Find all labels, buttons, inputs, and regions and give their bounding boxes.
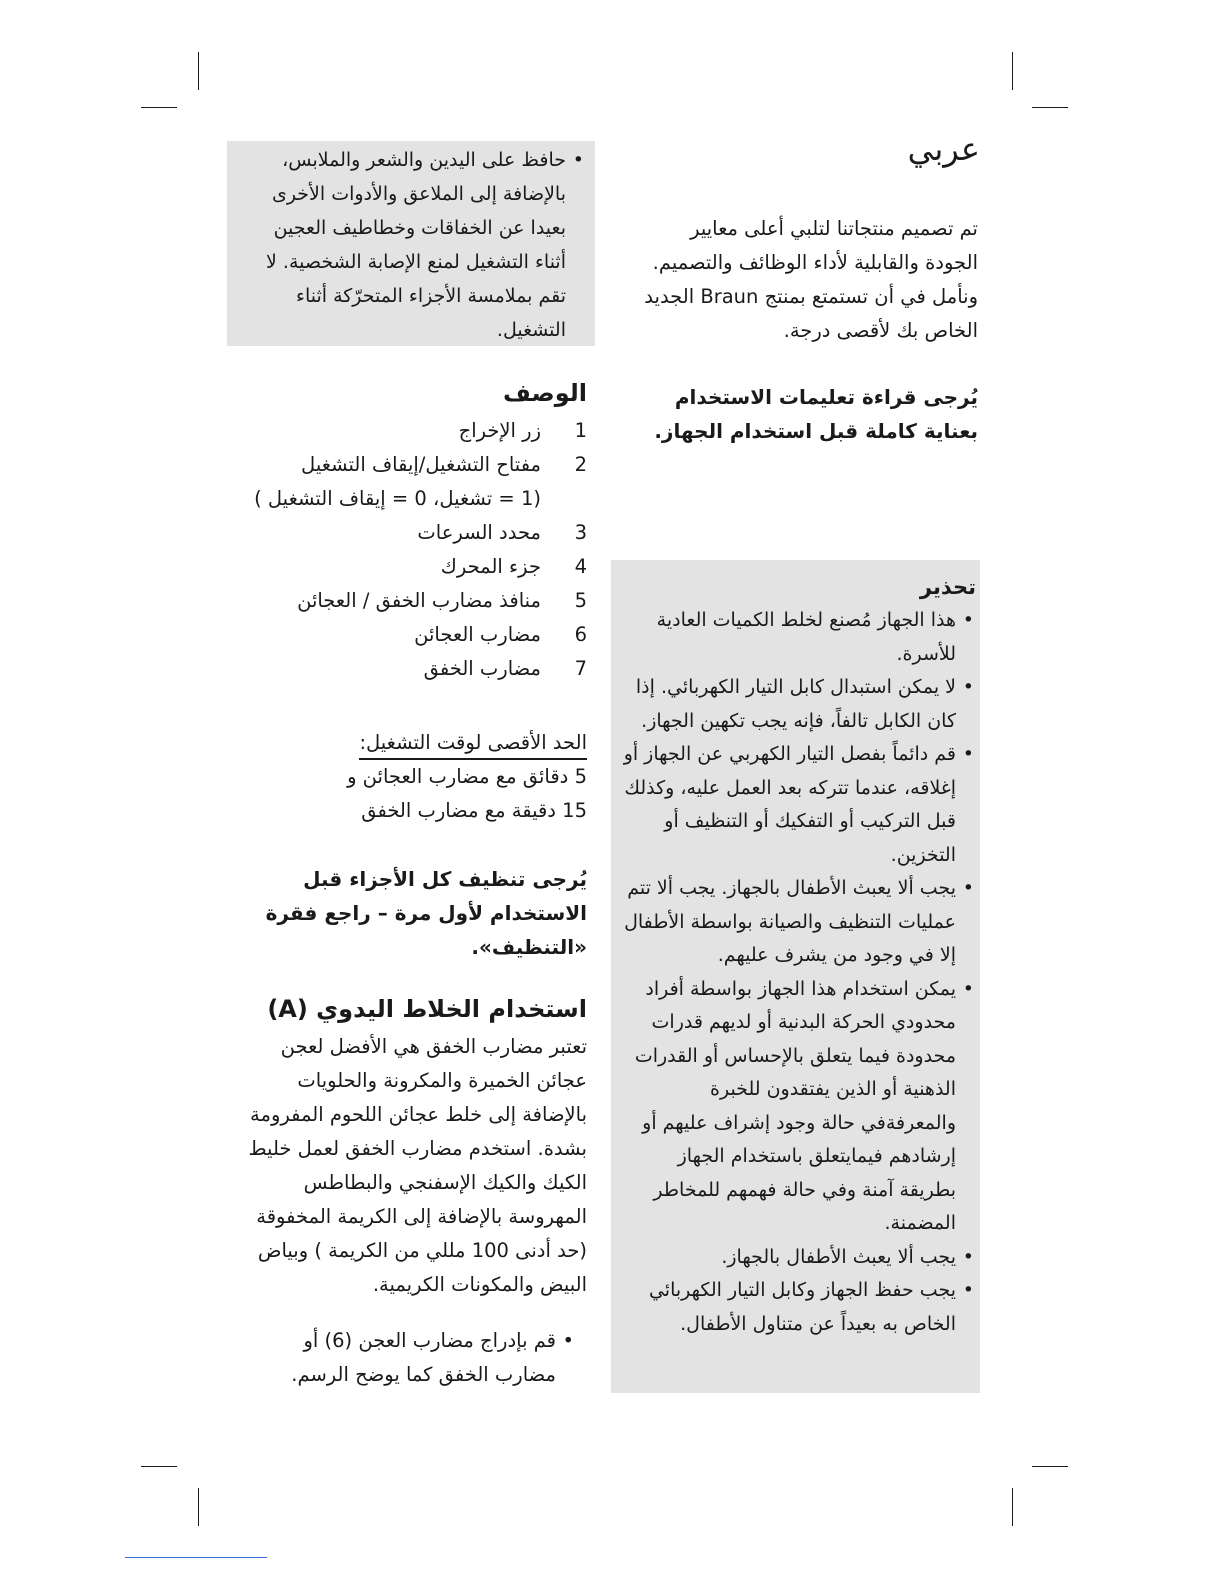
warning-item: • هذا الجهاز مُصنع لخلط الكميات العادية للأسرة. [618,604,976,671]
part-number: 1 [574,419,587,442]
hand-mixer-line: الكيك والكيك الإسفنجي والبطاطس [303,1171,587,1194]
part-number: 6 [574,623,587,646]
part-item [240,652,587,686]
hand-mixer-line: بالإضافة إلى خلط عجائن اللحوم المفرومة [250,1103,587,1126]
crop-mark [141,1466,177,1467]
description-section [240,376,587,686]
max-time-line: 5 دقائق مع مضارب العجائن و [347,765,587,788]
parts-list [240,414,587,686]
part-item [240,618,587,652]
part-number [541,482,587,516]
hand-mixer-line: المهروسة بالإضافة إلى الكريمة المخفوقة [256,1205,587,1228]
crop-mark [1012,52,1013,90]
warning-list [618,604,976,1341]
clean-notice [240,862,587,964]
crop-mark [1032,1466,1068,1467]
crop-mark [198,1488,199,1526]
hand-mixer-line: البيض والمكونات الكريمية. [372,1273,587,1296]
crop-mark [198,52,199,90]
intro-line: تم تصميم منتجاتنا لتلبي أعلى معايير [690,217,978,240]
part-label: زر الإخراج [458,419,541,442]
hand-mixer-bullets [280,1324,576,1392]
max-time-heading-row [240,726,587,760]
warning-item: • قم دائماً بفصل التيار الكهربي عن الجهاز أو إغلاقه، عندما تتركه بعد العمل عليه، وكذلك قبل التركيب أو التفكيك أو التنظيف أو التخزين. [618,738,976,872]
part-item [240,550,587,584]
warning-item: • يجب حفظ الجهاز وكابل التيار الكهربائي الخاص به بعيداً عن متناول الأطفال. [618,1274,976,1341]
warning-item: • يجب ألا يعبث الأطفال بالجهاز. [618,1241,976,1275]
part-label: مضارب العجائن [414,623,541,646]
part-label: جزء المحرك [440,555,541,578]
hand-mixer-line: بشدة. استخدم مضارب الخفق لعمل خليط [248,1137,587,1160]
part-label: منافذ مضارب الخفق / العجائن [297,589,541,612]
part-label: مفتاح التشغيل/إيقاف التشغيل [301,453,541,476]
page-title: عربي [907,130,980,168]
clean-notice-line: «التنظيف». [471,935,587,959]
hand-mixer-list [280,1324,576,1392]
hand-mixer-line: عجائن الخميرة والمكرونة والحلويات [297,1069,587,1092]
intro-section [600,212,978,348]
intro-line: الخاص بك لأقصى درجة. [783,319,978,342]
read-notice [600,380,978,448]
part-item [240,482,587,516]
max-time-line: 15 دقيقة مع مضارب الخفق [361,799,587,822]
hand-mixer-section [232,992,587,1302]
part-number: 7 [574,657,587,680]
crop-mark [141,107,177,108]
read-notice-line: يُرجى قراءة تعليمات الاستخدام [674,385,978,409]
part-label: محدد السرعات [417,521,541,544]
part-item [240,414,587,448]
safety-list [250,143,586,347]
part-label: (1 = تشغيل، 0 = إيقاف التشغيل ) [254,487,541,510]
hand-mixer-heading: استخدام الخلاط اليدوي (A) [267,995,587,1023]
warning-item: • يمكن استخدام هذا الجهاز بواسطة أفراد محدودي الحركة البدنية أو لديهم قدرات محدودة فيما يتعلق بالإحساس أو القدرات الذهنية أو الذين يفتقدون للخبرة والمعرفةفي حالة وجود إشراف عليهم أو إرشادهم فيمايتعلق باستخدام الجهاز بطريقة آمنة وفي حالة فهمهم للمخاطر المضمنة. [618,973,976,1241]
warning-item: • يجب ألا يعبث الأطفال بالجهاز. يجب ألا تتم عمليات التنظيف والصيانة بواسطة الأطفال إلا في وجود من يشرف عليهم. [618,872,976,973]
hand-mixer-item: • قم بإدراج مضارب العجن (6) أو مضارب الخفق كما يوضح الرسم. [280,1324,576,1392]
max-time-section [240,726,587,828]
warning-section [618,570,976,1341]
read-notice-line: بعناية كاملة قبل استخدام الجهاز. [654,419,978,443]
max-time-heading: الحد الأقصى لوقت التشغيل: [359,728,587,760]
hand-mixer-line: تعتبر مضارب الخفق هي الأفضل لعجن [280,1035,587,1058]
hand-mixer-line: (حد أدنى 100 مللي من الكريمة ) وبياض [257,1239,587,1262]
crop-mark [1032,107,1068,108]
intro-line: الجودة والقابلية لأداء الوظائف والتصميم. [652,251,978,274]
warning-item: • لا يمكن استبدال كابل التيار الكهربائي. إذا كان الكابل تالفاً، فإنه يجب تكهين الجهاز. [618,671,976,738]
crop-mark [1012,1488,1013,1526]
part-number: 4 [574,555,587,578]
part-number: 5 [574,589,587,612]
part-label: مضارب الخفق [423,657,541,680]
warning-heading: تحذير [919,575,976,599]
part-number: 3 [574,521,587,544]
safety-section [250,143,586,347]
clean-notice-line: يُرجى تنظيف كل الأجزاء قبل [303,867,587,891]
clean-notice-line: الاستخدام لأول مرة – راجع فقرة [265,901,587,925]
part-number: 2 [574,453,587,476]
description-heading: الوصف [502,379,587,407]
bottom-line [125,1557,267,1558]
part-item [240,516,587,550]
part-item [240,448,587,482]
intro-line: ونأمل في أن تستمتع بمنتج Braun الجديد [644,285,978,308]
part-item [240,584,587,618]
safety-item: • حافظ على اليدين والشعر والملابس، بالإضافة إلى الملاعق والأدوات الأخرى بعيدا عن الخفاقات وخطاطيف العجين أثناء التشغيل لمنع الإصابة الشخصية. لا تقم بملامسة الأجزاء المتحرّكة أثناء التشغيل. [250,143,586,347]
